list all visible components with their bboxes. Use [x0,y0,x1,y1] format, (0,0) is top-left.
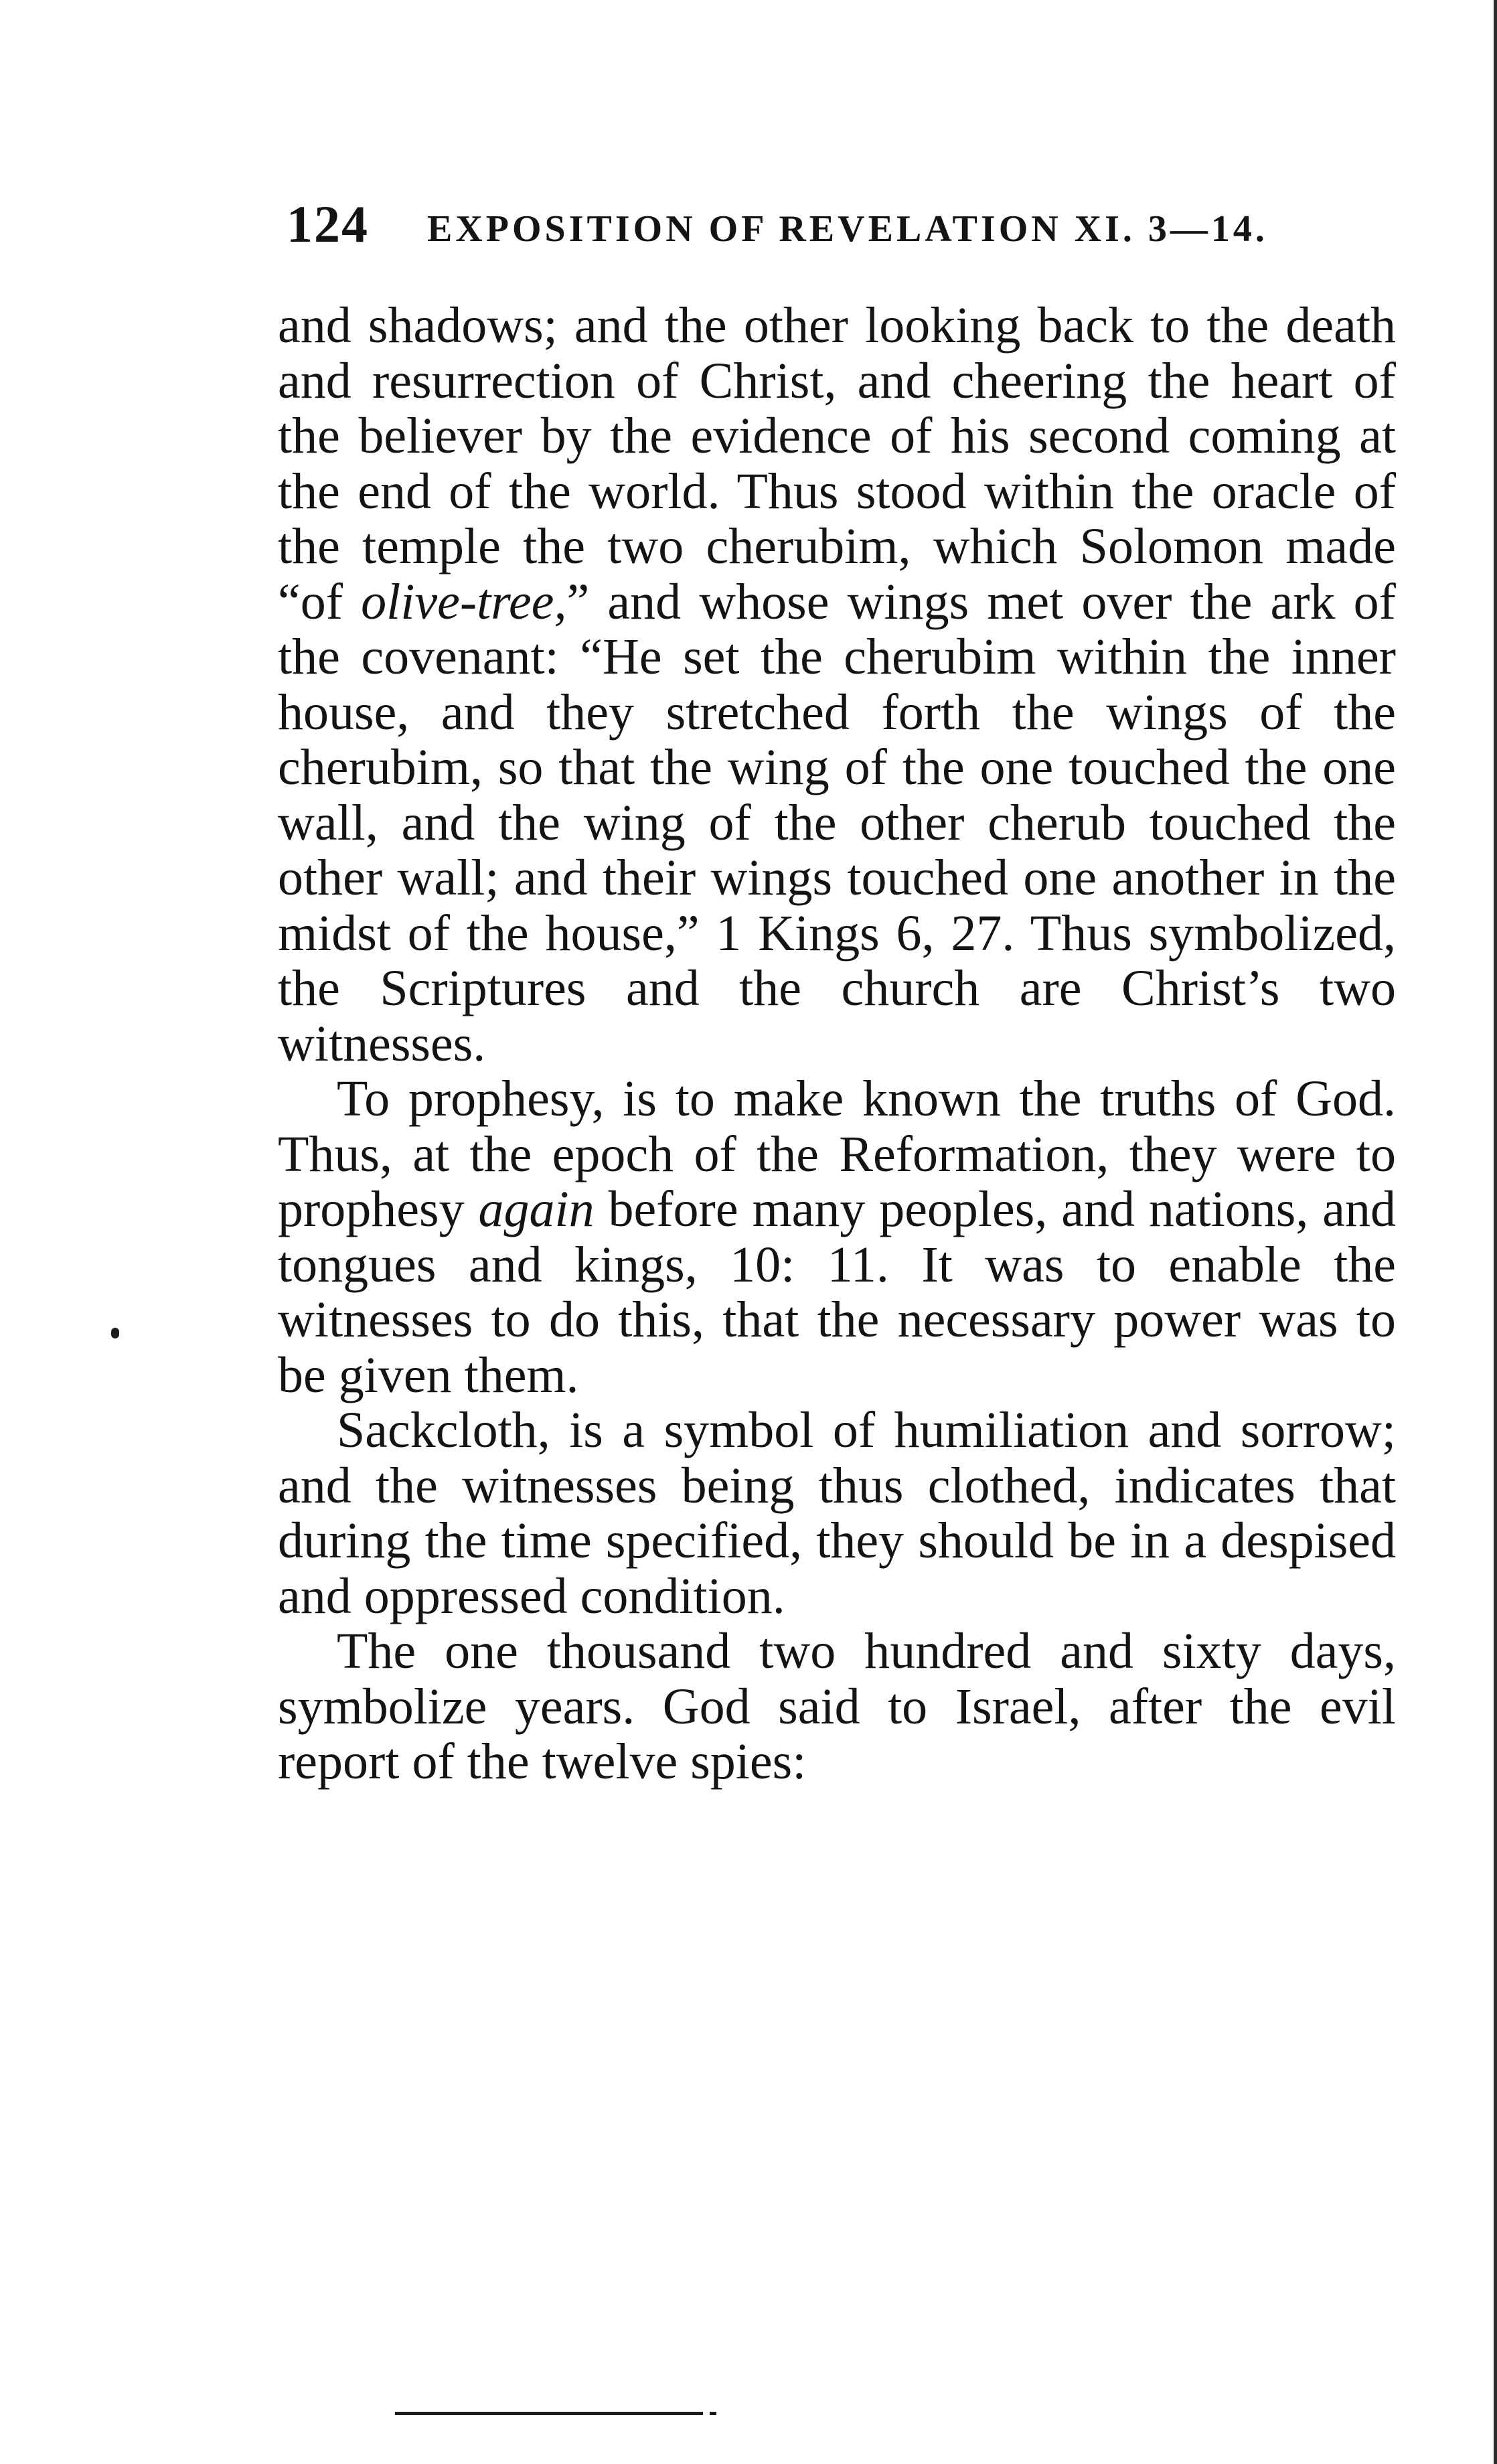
page-number: 124 [287,195,369,253]
body-text [278,298,1396,1790]
paragraph-4 [278,1624,1396,1790]
page-header [287,194,1398,268]
page-edge-line [1494,0,1497,2464]
paragraph-3 [278,1403,1396,1624]
paragraph-1-text: and shadows; and the other looking back to the death and resurrection of Christ, and cheering the heart of the believer by the evidence of his second coming at the end of the world. Thus stood within the oracle of the temple the two cherubim, which Solomon made “of [278,297,1396,630]
running-head: EXPOSITION OF REVELATION XI. 3—14. [427,208,1268,250]
paragraph-2-text-cont: before many peoples, and nations, and tongues and kings, 10: 11. It was to enable the witnesses to do this, that the necessary power was to be given them. [278,1181,1396,1403]
footer-rule-tail [710,2412,716,2415]
paragraph-4-text: The one thousand two hundred and sixty days, symbolize years. God said to Israel, after the evil report of the twelve spies: [278,1623,1396,1790]
paragraph-1-italic: olive-tree, [361,573,567,630]
footer-rule [395,2412,703,2415]
paragraph-2-italic: again [478,1181,595,1237]
paragraph-2-text: To prophesy, is to make known the truths of God. Thus, at the epoch of the Reformation, they were to prophesy [278,1071,1396,1237]
margin-mark [111,1328,119,1338]
paragraph-1 [278,298,1396,1071]
paragraph-3-text: Sackcloth, is a symbol of humiliation and sorrow; and the witnesses being thus clothed, indicates that during the time specified, they should be in a despised and oppressed condition. [278,1402,1396,1624]
paragraph-2 [278,1071,1396,1403]
paragraph-1-text-cont: ” and whose wings met over the ark of the covenant: “He set the cherubim within the inner house, and they stretched forth the wings of the cherubim, so that the wing of the one touched the one wall, and the wing of the other cherub touched the other wall; and their wings touched one another in the midst of the house,” 1 Kings 6, 27. Thus symbolized, the Scriptures and the church are Christ’s two witnesses. [278,573,1396,1072]
